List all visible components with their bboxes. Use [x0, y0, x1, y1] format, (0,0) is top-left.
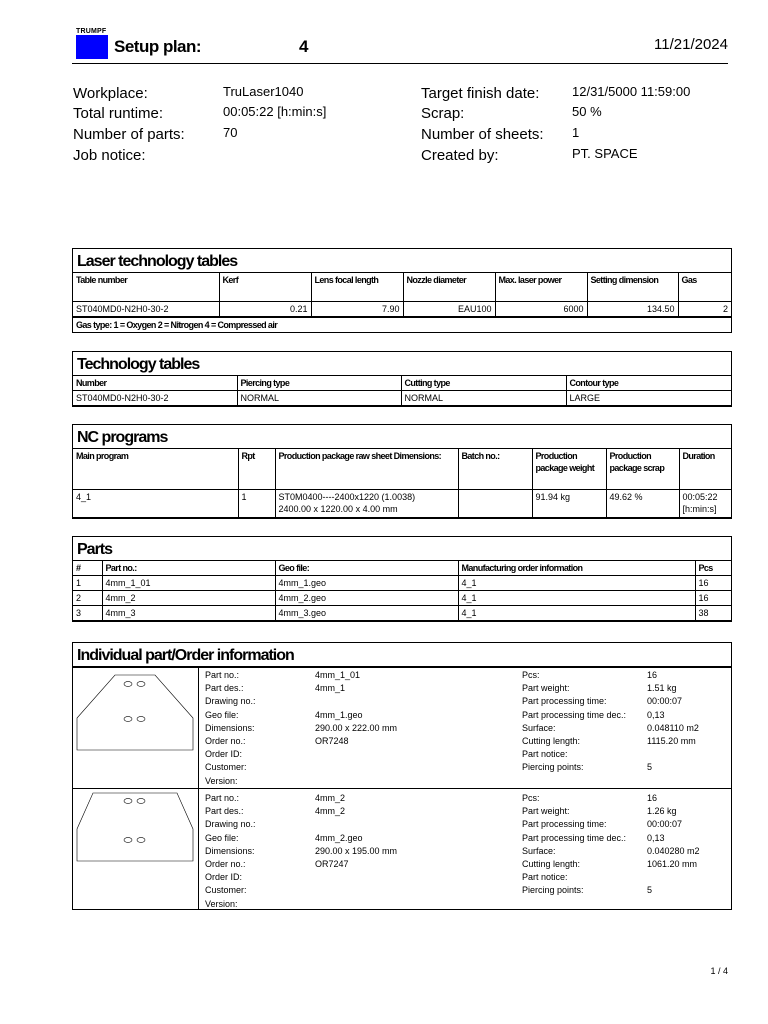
part-left-values [315, 792, 397, 871]
col-number: Number [73, 376, 237, 391]
header-divider [72, 63, 728, 64]
label: Part processing time: [522, 819, 607, 830]
col-package-weight: Production package weight [532, 449, 606, 489]
piercing-type-cell: NORMAL [237, 391, 401, 406]
label: Version: [205, 775, 238, 786]
label: Pcs: [522, 670, 540, 680]
table-row [73, 489, 731, 517]
value: 0,13 [647, 709, 665, 720]
cutting-type-cell: NORMAL [401, 391, 566, 406]
duration-unit: [h:min:s] [682, 503, 717, 514]
nc-programs-section [72, 424, 732, 519]
tech-table [73, 376, 731, 406]
nozzle-cell: EAU100 [403, 301, 495, 316]
part-right-values [647, 669, 699, 775]
part-right-values [647, 792, 700, 898]
value: 4mm_1 [315, 683, 346, 694]
value [315, 818, 397, 831]
part-pcs: 16 [695, 576, 731, 591]
value: 1061.20 mm [647, 859, 698, 870]
part-no: 4mm_2 [102, 591, 275, 606]
part-left-labels [205, 792, 256, 911]
part-drawing [73, 668, 199, 788]
label: Part processing time dec.: [522, 832, 627, 843]
col-mfg-order: Manufacturing order information [458, 561, 695, 576]
col-table-number: Table number [73, 273, 219, 301]
parts-title: Parts [73, 537, 731, 561]
table-row [73, 301, 731, 316]
label: Piercing points: [522, 762, 584, 773]
value: 290.00 x 222.00 mm [315, 722, 398, 733]
value: 5 [647, 885, 653, 896]
part-geo: 4mm_3.geo [275, 606, 458, 621]
laser-tech-section [72, 248, 732, 333]
scrap-value: 50 % [572, 104, 602, 119]
table-row [73, 391, 731, 406]
max-power-cell: 6000 [495, 301, 587, 316]
table-row [73, 591, 731, 606]
part-left-labels [205, 669, 256, 788]
page-title: Setup plan: [114, 37, 202, 56]
value: OR7248 [315, 736, 349, 747]
value [647, 871, 700, 884]
part-geo: 4mm_1.geo [275, 576, 458, 591]
package-weight-cell: 91.94 kg [532, 489, 606, 517]
label: Surface: [522, 722, 556, 733]
label: Geo file: [205, 832, 239, 843]
label: Geo file: [205, 709, 239, 720]
nc-programs-title: NC programs [73, 425, 731, 449]
target-date-value: 12/31/5000 11:59:00 [572, 84, 691, 99]
part-index: 2 [73, 591, 102, 606]
col-nozzle: Nozzle diameter [403, 273, 495, 301]
part-order: 4_1 [458, 606, 695, 621]
col-piercing-type: Piercing type [237, 376, 401, 391]
label: Cutting length: [522, 859, 581, 870]
label: Part notice: [522, 872, 568, 883]
label: Piercing points: [522, 885, 584, 896]
value: 00:00:07 [647, 696, 683, 707]
tech-number-cell: ST040MD0-N2H0-30-2 [73, 391, 237, 406]
value: 1.51 kg [647, 683, 677, 694]
part-right-labels [522, 669, 626, 775]
laser-tech-table [73, 273, 731, 317]
part-no: 4mm_3 [102, 606, 275, 621]
col-pcs: Pcs [695, 561, 731, 576]
created-by-label: Created by: [421, 147, 499, 164]
value: 290.00 x 195.00 mm [315, 845, 398, 856]
col-setting-dim: Setting dimension [587, 273, 678, 301]
value: OR7247 [315, 859, 349, 870]
label: Customer: [205, 885, 247, 896]
label: Part weight: [522, 806, 570, 817]
plan-number: 4 [299, 37, 309, 56]
part-info-block [73, 667, 731, 788]
brand-logo [76, 35, 108, 59]
part-shape-icon [73, 789, 198, 909]
workplace-value: TruLaser1040 [223, 84, 304, 99]
col-contour-type: Contour type [566, 376, 731, 391]
contour-type-cell: LARGE [566, 391, 731, 406]
label: Drawing no.: [205, 696, 256, 707]
col-batch-no: Batch no.: [458, 449, 532, 489]
value: 4mm_2.geo [315, 832, 363, 843]
table-row [73, 606, 731, 621]
part-shape-icon [73, 668, 198, 788]
part-index: 1 [73, 576, 102, 591]
value: 0,13 [647, 832, 665, 843]
value: 4mm_2 [315, 806, 346, 817]
part-index: 3 [73, 606, 102, 621]
part-pcs: 38 [695, 606, 731, 621]
value: 1115.20 mm [647, 736, 696, 747]
table-number-cell: ST040MD0-N2H0-30-2 [73, 301, 219, 316]
gas-cell: 2 [678, 301, 731, 316]
label: Order ID: [205, 872, 243, 883]
value: 4mm_1_01 [315, 670, 361, 680]
num-parts-value: 70 [223, 125, 238, 140]
package-scrap-cell: 49.62 % [606, 489, 679, 517]
label: Version: [205, 898, 238, 909]
num-sheets-label: Number of sheets: [421, 126, 544, 143]
label: Part notice: [522, 749, 568, 760]
part-drawing [73, 789, 199, 909]
main-program-cell: 4_1 [73, 489, 238, 517]
col-lens: Lens focal length [311, 273, 403, 301]
label: Order no.: [205, 859, 246, 870]
raw-sheet-name: ST0M0400----2400x1220 (1.0038) [278, 491, 416, 502]
col-index: # [73, 561, 102, 576]
target-date-label: Target finish date: [421, 85, 540, 102]
value: 4mm_1.geo [315, 709, 363, 720]
individual-part-section [72, 642, 732, 910]
label: Order no.: [205, 736, 246, 747]
label: Pcs: [522, 793, 540, 803]
value: 0.040280 m2 [647, 845, 700, 856]
raw-sheet-cell [275, 489, 458, 517]
runtime-value: 00:05:22 [h:min:s] [223, 104, 327, 119]
value [647, 748, 699, 761]
tech-section [72, 351, 732, 407]
col-package-scrap: Production package scrap [606, 449, 679, 489]
individual-part-title: Individual part/Order information [73, 643, 731, 667]
label: Part processing time: [522, 696, 607, 707]
col-part-no: Part no.: [102, 561, 275, 576]
duration-cell [679, 489, 731, 517]
parts-section [72, 536, 732, 622]
label: Part no.: [205, 670, 240, 680]
col-gas: Gas [678, 273, 731, 301]
part-geo: 4mm_2.geo [275, 591, 458, 606]
label: Cutting length: [522, 736, 581, 747]
value: 4mm_2 [315, 793, 346, 803]
value [315, 695, 397, 708]
value: 16 [647, 670, 658, 680]
table-row [73, 576, 731, 591]
part-info-block [73, 788, 731, 909]
batch-no-cell [458, 489, 532, 517]
parts-table [73, 561, 731, 621]
col-geo-file: Geo file: [275, 561, 458, 576]
col-cutting-type: Cutting type [401, 376, 566, 391]
label: Part processing time dec.: [522, 709, 627, 720]
brand-name: TRUMPF [76, 28, 107, 35]
col-duration: Duration [679, 449, 731, 489]
created-by-value: PT. SPACE [572, 146, 638, 161]
col-rpt: Rpt [238, 449, 275, 489]
rpt-cell: 1 [238, 489, 275, 517]
label: Dimensions: [205, 845, 255, 856]
label: Drawing no.: [205, 819, 256, 830]
setting-dim-cell: 134.50 [587, 301, 678, 316]
nc-programs-table [73, 449, 731, 518]
laser-tech-title: Laser technology tables [73, 249, 731, 273]
part-order: 4_1 [458, 576, 695, 591]
label: Part des.: [205, 806, 244, 817]
col-kerf: Kerf [219, 273, 311, 301]
part-left-values [315, 669, 397, 748]
gas-type-note: Gas type: 1 = Oxygen 2 = Nitrogen 4 = Compressed air [73, 317, 731, 332]
col-main-program: Main program [73, 449, 238, 489]
value: 00:00:07 [647, 819, 683, 830]
num-sheets-value: 1 [572, 125, 580, 140]
part-right-labels [522, 792, 626, 898]
value: 0.048110 m2 [647, 722, 699, 733]
value: 16 [647, 793, 658, 803]
col-max-power: Max. laser power [495, 273, 587, 301]
page-footer: 1 / 4 [710, 966, 728, 976]
scrap-label: Scrap: [421, 105, 465, 122]
value: 5 [647, 762, 653, 773]
part-order: 4_1 [458, 591, 695, 606]
lens-cell: 7.90 [311, 301, 403, 316]
label: Surface: [522, 845, 556, 856]
label: Part des.: [205, 683, 244, 694]
runtime-label: Total runtime: [73, 105, 164, 122]
kerf-cell: 0.21 [219, 301, 311, 316]
label: Part no.: [205, 793, 240, 803]
col-raw-sheet: Production package raw sheet Dimensions: [275, 449, 458, 489]
tech-title: Technology tables [73, 352, 731, 376]
workplace-label: Workplace: [73, 85, 148, 102]
label: Part weight: [522, 683, 570, 694]
label: Order ID: [205, 749, 243, 760]
value: 1.26 kg [647, 806, 677, 817]
raw-sheet-dims: 2400.00 x 1220.00 x 4.00 mm [278, 503, 398, 514]
label: Dimensions: [205, 722, 255, 733]
part-pcs: 16 [695, 591, 731, 606]
job-notice-label: Job notice: [73, 147, 146, 164]
num-parts-label: Number of parts: [73, 126, 185, 143]
duration-value: 00:05:22 [682, 491, 718, 502]
plan-date: 11/21/2024 [654, 36, 728, 53]
part-no: 4mm_1_01 [102, 576, 275, 591]
label: Customer: [205, 762, 247, 773]
